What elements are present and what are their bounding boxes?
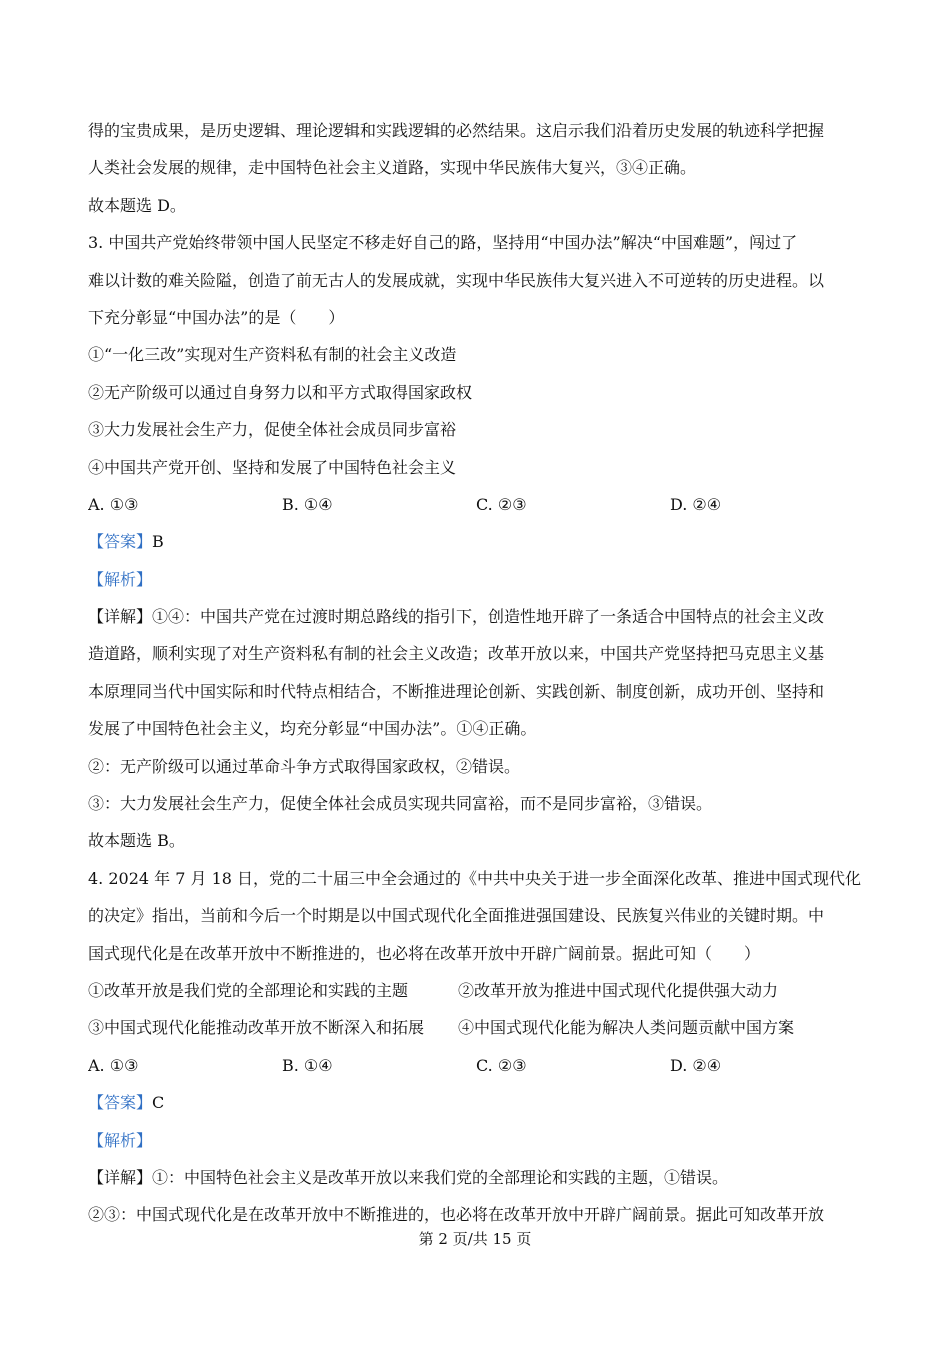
q4-stem-line-2: 的决定》指出，当前和今后一个时期是以中国式现代化全面推进强国建设、民族复兴伟业的关键时期。中 bbox=[88, 906, 825, 926]
q4-statements-row-1 bbox=[88, 972, 868, 1009]
q3-detail-line-3: 本原理同当代中国实际和时代特点相结合，不断推进理论创新、实践创新、制度创新，成功开创、坚持和 bbox=[88, 681, 825, 701]
q3-analysis-tag: 【解析】 bbox=[88, 569, 153, 589]
q3-option-d: D. ②④ bbox=[670, 494, 722, 514]
q4-options bbox=[88, 1047, 868, 1084]
q3-stem-line-1: 3. 中国共产党始终带领中国人民坚定不移走好自己的路，坚持用“中国办法”解决“中国难题”，闯过了 bbox=[88, 233, 798, 253]
q4-analysis-tag: 【解析】 bbox=[88, 1130, 153, 1150]
q4-statement-3: ③中国式现代化能推动改革开放不断深入和拓展 bbox=[88, 1018, 425, 1038]
q3-detail-line-2: 造道路，顺利实现了对生产资料私有制的社会主义改造；改革开放以来，中国共产党坚持把马克思主义基 bbox=[88, 644, 825, 664]
q3-detail-line-5: ②：无产阶级可以通过革命斗争方式取得国家政权，②错误。 bbox=[88, 756, 521, 776]
page-footer: 第 2 页/共 15 页 bbox=[418, 1230, 532, 1248]
q3-answer bbox=[88, 523, 868, 560]
prev-conclusion: 故本题选 D。 bbox=[88, 195, 186, 215]
prev-analysis-line-1: 得的宝贵成果，是历史逻辑、理论逻辑和实践逻辑的必然结果。这启示我们沿着历史发展的轨迹科学把握 bbox=[88, 121, 825, 140]
q3-stem-line-2: 难以计数的难关险隘，创造了前无古人的发展成就，实现中华民族伟大复兴进入不可逆转的历史进程。以 bbox=[88, 270, 825, 290]
q3-statement-4: ④中国共产党开创、坚持和发展了中国特色社会主义 bbox=[88, 457, 457, 477]
q4-statement-2: ②改革开放为推进中国式现代化提供强大动力 bbox=[458, 980, 779, 1000]
q4-option-c: C. ②③ bbox=[476, 1055, 527, 1075]
q3-detail-line-1: 【详解】①④：中国共产党在过渡时期总路线的指引下，创造性地开辟了一条适合中国特点的社会主义改 bbox=[88, 607, 825, 627]
q4-option-a: A. ①③ bbox=[88, 1055, 139, 1075]
q3-statement-1: ①“一化三改”实现对生产资料私有制的社会主义改造 bbox=[88, 345, 457, 365]
q3-option-a: A. ①③ bbox=[88, 494, 139, 514]
prev-analysis-line-2: 人类社会发展的规律，走中国特色社会主义道路，实现中华民族伟大复兴，③④正确。 bbox=[88, 158, 697, 178]
q3-option-b: B. ①④ bbox=[282, 494, 333, 514]
q3-options bbox=[88, 486, 868, 523]
q3-option-c: C. ②③ bbox=[476, 494, 527, 514]
q4-statement-4: ④中国式现代化能为解决人类问题贡献中国方案 bbox=[458, 1018, 795, 1038]
q3-answer-tag: 【答案】 bbox=[88, 532, 153, 552]
q4-detail-line-2: ②③：中国式现代化是在改革开放中不断推进的，也必将在改革开放中开辟广阔前景。据此可知改革开放 bbox=[88, 1205, 825, 1225]
q4-answer bbox=[88, 1084, 868, 1121]
q3-detail-line-4: 发展了中国特色社会主义，均充分彰显“中国办法”。①④正确。 bbox=[88, 719, 537, 739]
q3-statement-2: ②无产阶级可以通过自身努力以和平方式取得国家政权 bbox=[88, 382, 473, 402]
q3-detail-line-6: ③：大力发展社会生产力，促使全体社会成员实现共同富裕，而不是同步富裕，③错误。 bbox=[88, 794, 713, 814]
q3-statement-3: ③大力发展社会生产力，促使全体社会成员同步富裕 bbox=[88, 420, 457, 440]
q4-option-b: B. ①④ bbox=[282, 1055, 333, 1075]
q4-option-d: D. ②④ bbox=[670, 1055, 722, 1075]
page-content bbox=[88, 112, 868, 1234]
q4-detail-line-1: 【详解】①：中国特色社会主义是改革开放以来我们党的全部理论和实践的主题，①错误。 bbox=[88, 1167, 729, 1187]
q3-stem-line-3: 下充分彰显“中国办法”的是（ ） bbox=[88, 307, 345, 327]
q4-answer-value: C bbox=[152, 1093, 165, 1113]
q4-stem-line-3: 国式现代化是在改革开放中不断推进的，也必将在改革开放中开辟广阔前景。据此可知（ ） bbox=[88, 943, 761, 963]
q3-conclusion: 故本题选 B。 bbox=[88, 831, 185, 851]
q3-answer-value: B bbox=[152, 532, 164, 552]
q4-answer-tag: 【答案】 bbox=[88, 1093, 153, 1113]
q4-stem-line-1: 4. 2024 年 7 月 18 日，党的二十届三中全会通过的《中共中央关于进一步全面深化改革、推进中国式现代化 bbox=[88, 868, 862, 888]
q4-statement-1: ①改革开放是我们党的全部理论和实践的主题 bbox=[88, 980, 409, 1000]
q4-statements-row-2 bbox=[88, 1009, 868, 1046]
